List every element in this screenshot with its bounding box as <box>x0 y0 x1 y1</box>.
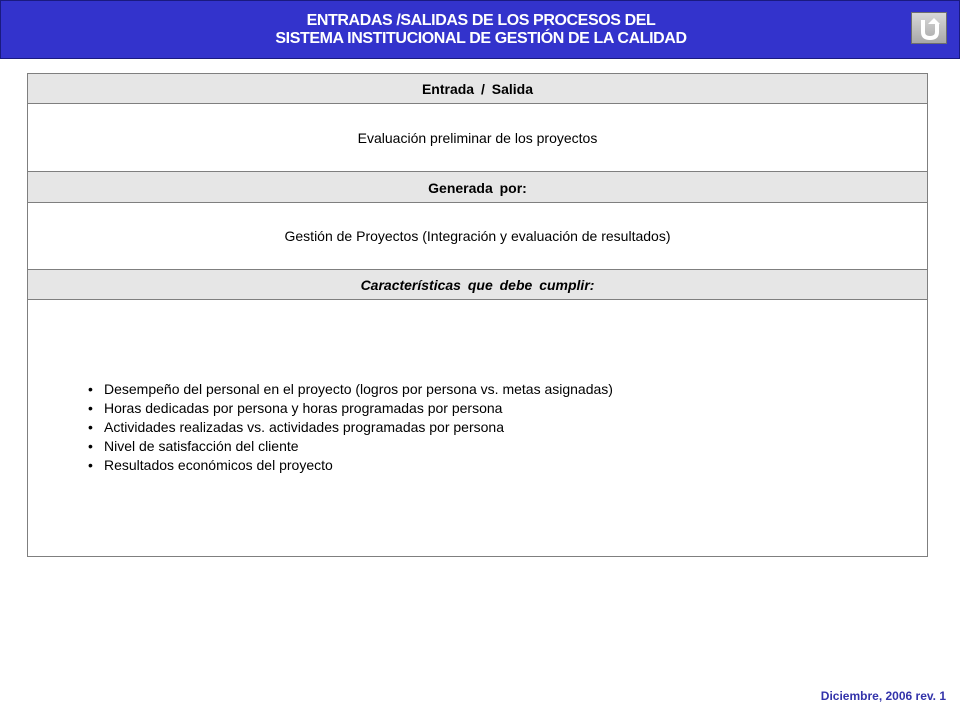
caracteristicas-label: Características que debe cumplir: <box>360 277 595 293</box>
caracteristicas-list <box>88 380 613 475</box>
back-button[interactable] <box>911 12 947 44</box>
page-title-line-1: ENTRADAS /SALIDAS DE LOS PROCESOS DEL <box>306 12 656 29</box>
list-item: • Nivel de satisfacción del cliente <box>88 438 299 454</box>
u-turn-back-icon <box>919 17 941 41</box>
header-banner <box>0 0 960 59</box>
bullet-icon: • <box>88 400 93 416</box>
bullet-icon: • <box>88 438 93 454</box>
generada-por-label: Generada por: <box>428 180 527 196</box>
list-item: • Desempeño del personal en el proyecto (logros por persona vs. metas asignadas) <box>88 381 613 397</box>
entrada-salida-value: Evaluación preliminar de los proyectos <box>357 130 598 146</box>
bullet-icon: • <box>88 419 93 435</box>
entrada-salida-label: Entrada / Salida <box>421 81 534 97</box>
entrada-salida-label-row <box>28 74 927 104</box>
list-item: • Horas dedicadas por persona y horas programadas por persona <box>88 400 503 416</box>
bullet-icon: • <box>88 457 93 473</box>
revision-footer: Diciembre, 2006 rev. 1 <box>820 689 946 703</box>
generada-por-value-row <box>28 203 927 270</box>
generada-por-label-row <box>28 172 927 203</box>
list-item: • Actividades realizadas vs. actividades programadas por persona <box>88 419 504 435</box>
info-table <box>27 73 928 557</box>
page-title <box>1 12 960 48</box>
bullet-icon: • <box>88 381 93 397</box>
generada-por-value: Gestión de Proyectos (Integración y evaluación de resultados) <box>284 228 671 244</box>
caracteristicas-value-row <box>28 300 927 556</box>
page-title-line-2: SISTEMA INSTITUCIONAL DE GESTIÓN DE LA CALIDAD <box>275 30 687 47</box>
list-item: • Resultados económicos del proyecto <box>88 457 333 473</box>
entrada-salida-value-row <box>28 104 927 172</box>
caracteristicas-label-row <box>28 270 927 300</box>
